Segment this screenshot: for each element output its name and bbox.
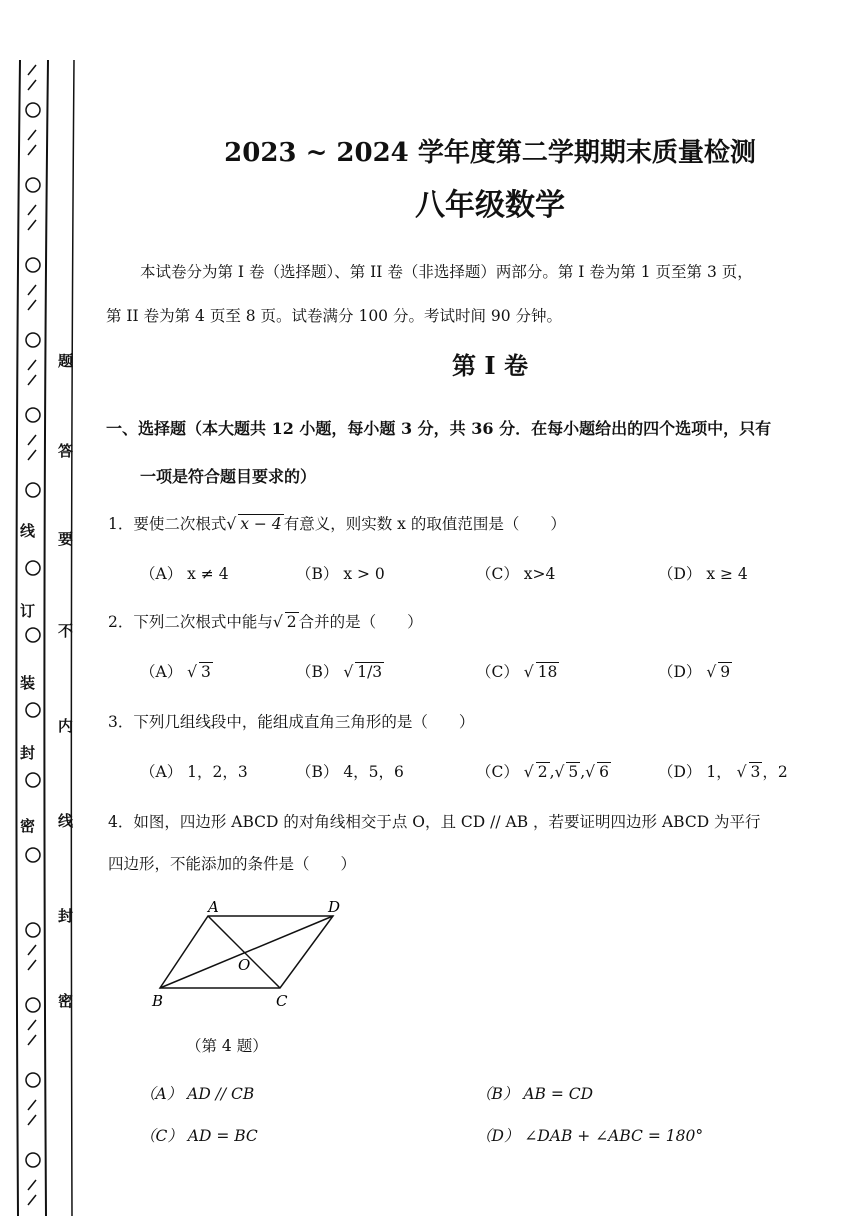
q1-option-d: （D） x ≥ 4 <box>658 565 748 583</box>
q1-stem-pre: 1．要使二次根式 <box>108 515 227 533</box>
seal-char: 装 <box>20 674 36 692</box>
q1-radical: x − 4 <box>240 515 282 533</box>
q1-option-a: （A） x ≠ 4 <box>140 565 229 583</box>
q3-option-a: （A） 1，2，3 <box>140 763 248 781</box>
label-C: C <box>276 992 288 1010</box>
question-1-stem: 1．要使二次根式√ x − 4 有意义，则实数 x 的取值范围是（ ） <box>108 515 566 533</box>
question-4-stem-line-1: 4．如图，四边形 ABCD 的对角线相交于点 O，且 CD // AB ，若要证明四边形 ABCD 为平行 <box>108 813 761 831</box>
q4-option-b: （B） AB = CD <box>476 1085 594 1103</box>
notice-char: 内 <box>58 717 74 735</box>
intro-line-2: 第 II 卷为第 4 页至 8 页。试卷满分 100 分。考试时间 90 分钟。 <box>106 307 563 325</box>
exam-title: 2023 ~ 2024 学年度第二学期期末质量检测 <box>224 138 756 168</box>
q2-option-b: （B） √ 1/3 <box>296 663 383 681</box>
seal-char: 密 <box>20 817 36 835</box>
section-header-line-1: 一、选择题（本大题共 12 小题，每小题 3 分，共 36 分．在每小题给出的四个选项中，只有 <box>106 419 772 438</box>
q2-option-d: （D） √ 9 <box>658 663 731 681</box>
label-D: D <box>328 898 341 916</box>
notice-char: 要 <box>58 530 74 548</box>
question-2-stem: 2．下列二次根式中能与√ 2 合并的是（ ） <box>108 613 423 631</box>
notice-char: 密 <box>58 992 74 1010</box>
label-A: A <box>208 898 219 916</box>
volume-title: 第 I 卷 <box>452 351 528 380</box>
q2-stem-pre: 2．下列二次根式中能与 <box>108 613 273 631</box>
q4-option-a: （A） AD // CB <box>140 1085 255 1103</box>
q1-option-c: （C） x>4 <box>476 565 556 583</box>
exam-subject: 八年级数学 <box>415 188 565 223</box>
notice-char: 题 <box>58 352 74 370</box>
notice-char: 不 <box>58 622 74 640</box>
q2-stem-post: 合并的是（ ） <box>298 613 423 631</box>
question-4-stem-line-2: 四边形，不能添加的条件是（ ） <box>108 855 357 873</box>
q3-option-d: （D） 1， √ 3 ，2 <box>658 763 788 781</box>
seal-char: 线 <box>20 522 36 540</box>
q2-radical: 2 <box>286 613 297 631</box>
q2-option-c: （C） √ 18 <box>476 663 558 681</box>
notice-char: 答 <box>58 442 74 460</box>
q4-option-d: （D） ∠DAB + ∠ABC = 180° <box>476 1127 704 1145</box>
q4-option-c: （C） AD = BC <box>140 1127 258 1145</box>
question-3-stem: 3．下列几组线段中，能组成直角三角形的是（ ） <box>108 713 475 731</box>
q1-stem-post: 有意义，则实数 x 的取值范围是（ ） <box>283 515 566 533</box>
notice-char: 线 <box>58 812 74 830</box>
binding-margin <box>0 60 90 1216</box>
intro-line-1: 本试卷分为第 I 卷（选择题）、第 II 卷（非选择题）两部分。第 I 卷为第 1 页至第 3 页， <box>140 263 753 281</box>
q2-option-a: （A） √ 3 <box>140 663 211 681</box>
seal-char: 封 <box>20 744 36 762</box>
seal-char: 订 <box>20 602 36 620</box>
parallelogram-figure <box>150 896 370 1026</box>
section-header-line-2: 一项是符合题目要求的） <box>140 467 317 486</box>
seal-line-labels <box>6 60 46 1216</box>
figure-caption: （第 4 题） <box>186 1037 268 1055</box>
notice-char: 封 <box>58 907 74 925</box>
q1-option-b: （B） x > 0 <box>296 565 385 583</box>
q3-option-c: （C） √ 2 ,√ 5 ,√ 6 <box>476 763 609 781</box>
label-B: B <box>152 992 164 1010</box>
q3-option-b: （B） 4，5，6 <box>296 763 404 781</box>
vertical-notice <box>54 60 78 1216</box>
label-O: O <box>238 956 251 974</box>
